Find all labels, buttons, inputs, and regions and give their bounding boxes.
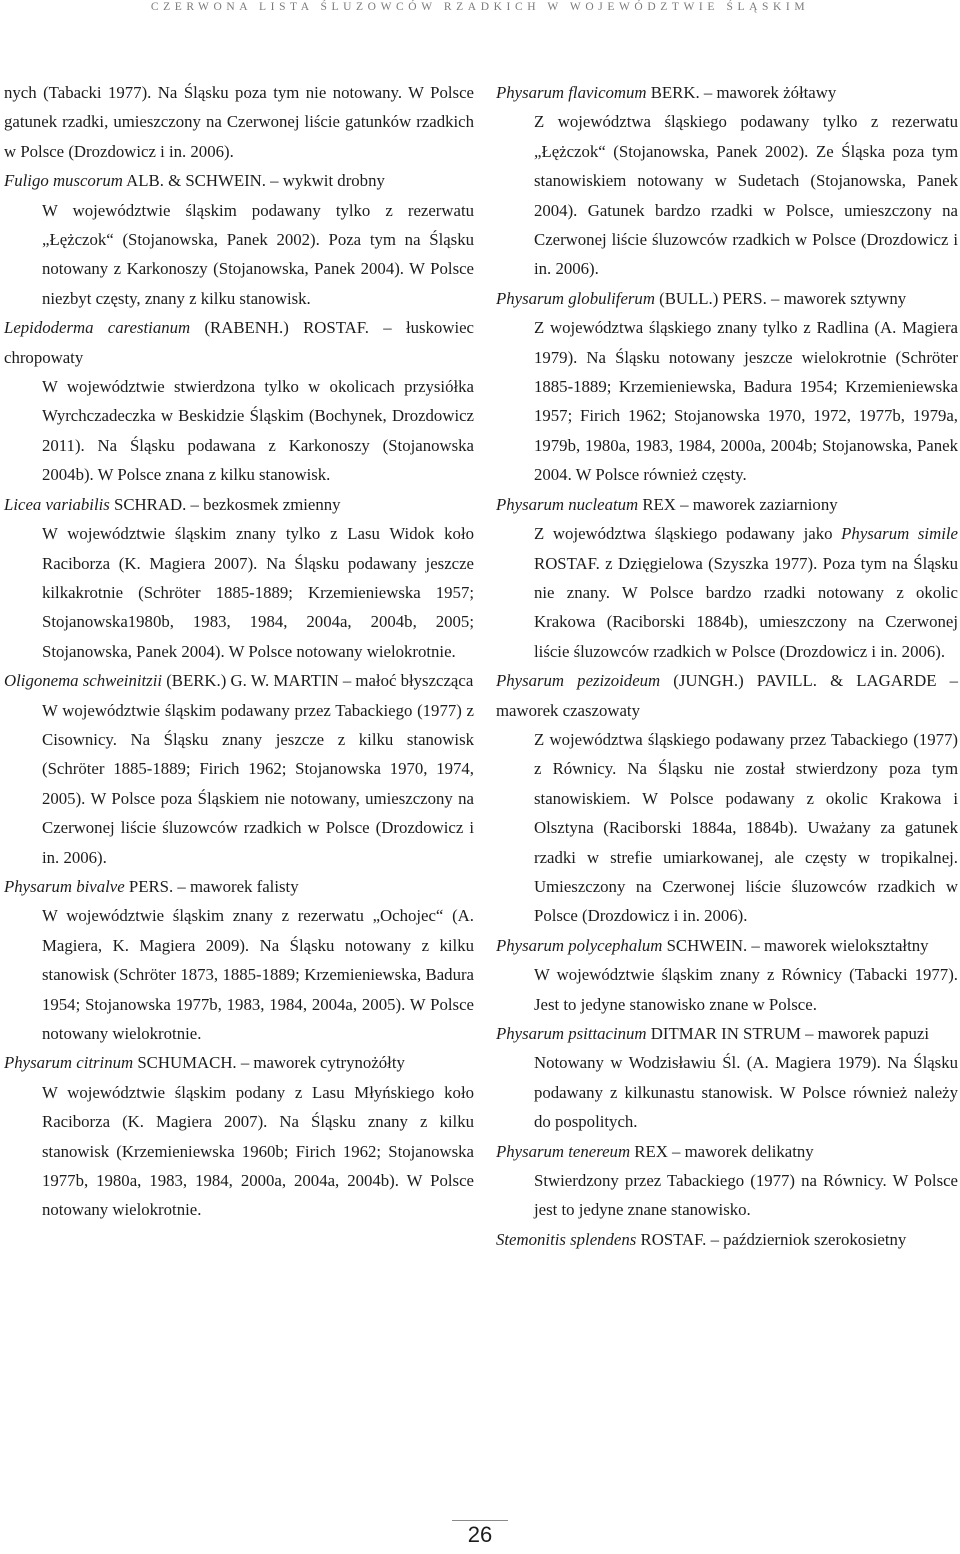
species-heading	[496, 666, 958, 725]
species-entry	[4, 490, 474, 666]
species-common-name: – październiok szerokosietny	[706, 1229, 907, 1249]
species-description: Notowany w Wodzisławiu Śl. (A. Magiera 1979). Na Śląsku podawany z kilkunastu stanowisk. W Polsce również należy do pospolitych.	[534, 1053, 958, 1132]
species-heading	[4, 872, 474, 901]
species-heading	[496, 931, 958, 960]
species-common-name: – maworek cytrynożółty	[236, 1053, 405, 1073]
species-common-name: – maworek delikatny	[667, 1141, 814, 1161]
species-author: BERK.	[646, 83, 700, 102]
species-author: REX	[630, 1141, 668, 1161]
left-column	[4, 78, 474, 1225]
species-latin-name: Oligonema schweinitzii	[4, 671, 163, 691]
species-description: W województwie śląskim podany z Lasu Młyńskiego koło Raciborza (K. Magiera 2007). Na Śląsku znany z kilku stanowisk (Krzemieniewska 1960b; Firich 1962; Stojanowska 1977b, 1980a, 1983, 1984, 2000a, 2004a, 2004b). W Polsce notowany wielokrotnie.	[42, 1082, 474, 1220]
species-author: ROSTAF.	[636, 1229, 707, 1249]
species-heading	[4, 313, 474, 372]
species-description-intro: Z województwa śląskiego podawany jako	[534, 524, 842, 544]
species-common-name: – wykwit drobny	[265, 171, 385, 191]
species-latin-name: Physarum bivalve	[4, 876, 125, 896]
species-author: (RABENH.) ROSTAF.	[190, 318, 369, 338]
species-latin-name: Lepidoderma carestianum	[4, 318, 191, 338]
species-author: ALB. & SCHWEIN.	[122, 171, 266, 191]
species-heading	[496, 284, 958, 313]
species-entry	[4, 166, 474, 313]
species-entry	[496, 490, 958, 666]
species-latin-name: Physarum citrinum	[4, 1053, 134, 1073]
species-author: SCHWEIN.	[662, 935, 748, 955]
species-description	[496, 519, 958, 666]
species-entry	[496, 78, 958, 284]
species-author: (JUNGH.) PAVILL. & LAGARDE	[660, 671, 937, 691]
species-latin-name: Physarum flavicomum	[496, 83, 647, 102]
species-entry	[496, 1137, 958, 1225]
species-heading	[496, 1225, 958, 1254]
species-author: DITMAR IN STRUM	[646, 1024, 801, 1043]
species-heading	[4, 666, 474, 695]
species-heading	[496, 1137, 958, 1166]
species-entry	[4, 313, 474, 489]
species-common-name: – maworek papuzi	[800, 1024, 930, 1043]
species-heading	[4, 166, 474, 195]
species-entry	[496, 1225, 958, 1254]
species-description: Stwierdzony przez Tabackiego (1977) na Równicy. W Polsce jest to jedyne znane stanowisko.	[534, 1171, 958, 1220]
species-heading	[4, 490, 474, 519]
species-heading	[496, 1019, 958, 1048]
species-author: REX	[638, 494, 676, 514]
species-latin-name: Fuligo muscorum	[4, 171, 123, 191]
species-author: PERS.	[124, 876, 174, 896]
species-common-name: – maworek żółtawy	[699, 83, 837, 102]
species-common-name: – maworek wielokształtny	[747, 935, 929, 955]
species-entry	[496, 1019, 958, 1137]
species-description-rest: ROSTAF. z Dzięgielowa (Szyszka 1977). Poza tym na Śląsku nie znany. W Polsce bardzo rzadki notowany z okolic Krakowa (Raciborski 1884b), umieszczony na Czerwonej liście śluzowców rzadkich w Polsce (Drozdowicz i in. 2006).	[534, 553, 958, 661]
continuation-paragraph: nych (Tabacki 1977). Na Śląsku poza tym nie notowany. W Polsce gatunek rzadki, umieszczony na Czerwonej liście gatunków rzadkich w Polsce (Drozdowicz i in. 2006).	[4, 83, 474, 161]
species-author: SCHRAD.	[109, 494, 187, 514]
species-heading	[496, 490, 958, 519]
species-description: W województwie śląskim podawany przez Tabackiego (1977) z Cisownicy. Na Śląsku znany jeszcze z kilku stanowisk (Schröter 1885-1889; Firich 1962; Stojanowska 1970, 1974, 2005). W Polsce poza Śląskiem nie notowany, umieszczony na Czerwonej liście śluzowców rzadkich w Polsce (Drozdowicz i in. 2006).	[42, 700, 474, 867]
species-latin-name: Stemonitis splendens	[496, 1229, 637, 1249]
species-latin-name: Physarum pezizoideum	[496, 671, 661, 691]
species-description: W województwie stwierdzona tylko w okolicach przysiółka Wyrchczadeczka w Beskidzie Śląskim (Bochynek, Drozdowicz 2011). Na Śląsku podawana z Karkonoszy (Stojanowska 2004b). W Polsce znana z kilku stanowisk.	[42, 377, 474, 485]
species-description: Z województwa śląskiego podawany tylko z rezerwatu „Łężczok“ (Stojanowska, Panek 2002). Ze Śląska poza tym stanowiskiem notowany w Sudetach (Stojanowska, Panek 2004). Gatunek bardzo rzadki w Polsce, umieszczony na Czerwonej liście śluzowców rzadkich w Polsce (Drozdowicz i in. 2006).	[534, 112, 958, 279]
species-description: W województwie śląskim znany z Równicy (Tabacki 1977). Jest to jedyne stanowisko znane w Polsce.	[534, 965, 958, 1014]
species-latin-name: Physarum tenereum	[496, 1141, 631, 1161]
species-latin-name: Licea variabilis	[4, 494, 110, 514]
species-latin-name: Physarum nucleatum	[496, 494, 639, 514]
species-description: W województwie śląskim znany tylko z Lasu Widok koło Raciborza (K. Magiera 2007). Na Śląsku podawany jeszcze kilkakrotnie (Schröter 1885-1889; Krzemieniewska 1957; Stojanowska1980b, 1983, 1984, 2004a, 2004b, 2005; Stojanowska, Panek 2004). W Polsce notowany wielokrotnie.	[42, 524, 474, 661]
species-entry	[4, 666, 474, 872]
species-author: SCHUMACH.	[133, 1053, 237, 1073]
species-description: Z województwa śląskiego podawany przez Tabackiego (1977) z Równicy. Na Śląsku nie został stwierdzony poza tym stanowiskiem. W Polsce podawany z okolic Krakowa i Olsztyna (Raciborski 1884a, 1884b). Uważany za gatunek rzadki w strefie umiarkowanej, ale częsty w tropikalnej. Umieszczony na Czerwonej liście śluzowców rzadkich w Polsce (Drozdowicz i in. 2006).	[534, 729, 958, 926]
synonym-latin-name: Physarum simile	[841, 524, 958, 544]
species-latin-name: Physarum globuliferum	[496, 288, 655, 308]
species-entry	[4, 1048, 474, 1224]
species-heading	[4, 1048, 474, 1077]
species-common-name: – łuskowiec chropowaty	[4, 318, 475, 367]
species-description: W województwie śląskim podawany tylko z rezerwatu „Łężczok“ (Stojanowska, Panek 2002). Poza tym na Śląsku notowany z Karkonoszy (Stojanowska, Panek 2004). W Polsce niezbyt częsty, znany z kilku stanowisk.	[42, 200, 474, 308]
species-common-name: – maworek zaziarniony	[675, 494, 838, 514]
species-common-name: – maworek sztywny	[766, 288, 907, 308]
species-common-name: – małoć błyszcząca	[338, 671, 474, 691]
right-column	[496, 78, 958, 1254]
page-number: 26	[467, 1522, 493, 1547]
species-author: (BERK.) G. W. MARTIN	[162, 671, 339, 691]
species-latin-name: Physarum polycephalum	[496, 935, 663, 955]
species-common-name: – bezkosmek zmienny	[186, 494, 341, 514]
species-description: W województwie śląskim znany z rezerwatu „Ochojec“ (A. Magiera, K. Magiera 2009). Na Śląsku notowany z kilku stanowisk (Schröter 1873, 1885-1889; Krzemieniewska, Badura 1954; Stojanowska 1977b, 1983, 1984, 2004a, 2005). W Polsce notowany wielokrotnie.	[42, 906, 474, 1043]
species-entry	[496, 931, 958, 1019]
species-common-name: – maworek falisty	[173, 876, 299, 896]
species-latin-name: Physarum psittacinum	[496, 1024, 647, 1043]
species-entry	[496, 284, 958, 490]
species-author: (BULL.) PERS.	[654, 288, 767, 308]
running-head: CZERWONA LISTA ŚLUZOWCÓW RZADKICH W WOJEWÓDZTWIE ŚLĄSKIM	[150, 1, 810, 13]
species-entry	[496, 666, 958, 931]
species-heading	[496, 78, 958, 107]
species-entry	[4, 872, 474, 1048]
species-common-name: – maworek czaszowaty	[496, 671, 958, 720]
species-description: Z województwa śląskiego znany tylko z Radlina (A. Magiera 1979). Na Śląsku notowany jeszcze wielokrotnie (Schröter 1885-1889; Krzemieniewska, Badura 1954; Krzemieniewska 1957; Firich 1962; Stojanowska 1970, 1972, 1977b, 1979a, 1979b, 1980a, 1983, 1984, 2000a, 2004b; Stojanowska, Panek 2004. W Polsce również częsty.	[534, 318, 958, 485]
